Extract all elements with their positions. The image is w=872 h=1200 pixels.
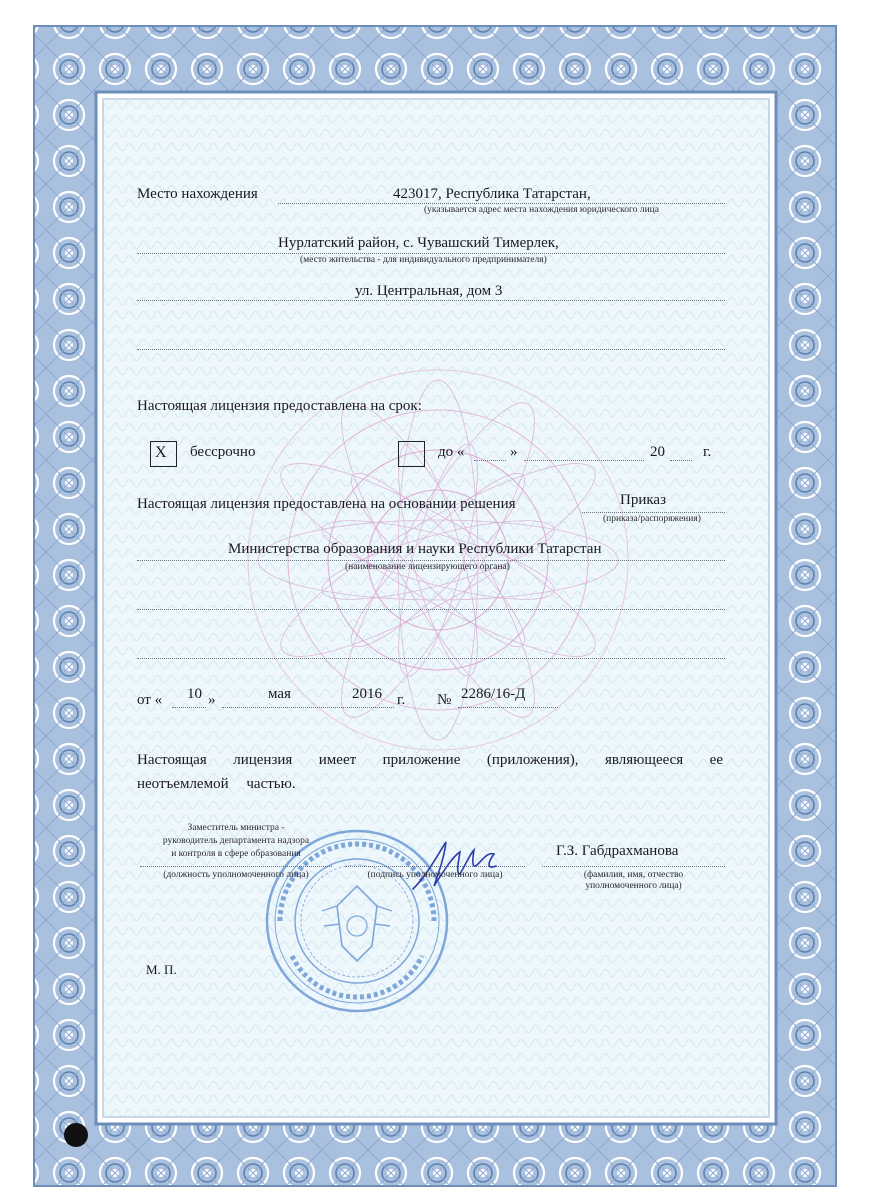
appendix-line-1: Настоящая лицензия имеет приложение (приложения), являющееся ее [137, 752, 723, 768]
signatory-position-1: Заместитель министра - [187, 823, 285, 833]
authority-line-3 [137, 658, 725, 659]
date-day: 10 [187, 686, 202, 702]
signature [408, 834, 508, 896]
basis-doc-line [582, 512, 725, 513]
address-line-2: Нурлатский район, с. Чувашский Тимерлек, [278, 235, 559, 251]
location-line-1 [278, 203, 725, 204]
term-label: Настоящая лицензия предоставлена на срок: [137, 398, 422, 414]
signatory-position-3: и контроля в сфере образования [171, 849, 301, 859]
authority-line-2 [137, 609, 725, 610]
signature-hint: (подпись уполномоченного лица) [367, 870, 503, 880]
date-month: мая [268, 686, 291, 702]
location-line-4 [137, 349, 725, 350]
date-year-suffix: г. [397, 692, 406, 708]
number-sign: № [437, 692, 452, 708]
address-hint-2: (место жительства - для индивидуального предпринимателя) [300, 255, 547, 265]
name-line [542, 866, 725, 867]
position-line [140, 866, 332, 867]
address-hint-1: (указывается адрес места нахождения юридического лица [424, 205, 659, 215]
location-line-2 [137, 253, 725, 254]
position-hint: (должность уполномоченного лица) [163, 870, 309, 880]
location-line-3 [137, 300, 725, 301]
year-suffix: г. [703, 444, 712, 460]
indefinite-label: бессрочно [190, 444, 256, 460]
indefinite-mark: X [155, 444, 167, 461]
basis-doc-type: Приказ [620, 492, 667, 508]
until-suffix: » [510, 444, 518, 460]
basis-label: Настоящая лицензия предоставлена на основании решения [137, 496, 516, 512]
date-day-line [172, 707, 206, 708]
name-hint-2: уполномоченного лица) [585, 881, 682, 891]
until-year-line [670, 460, 692, 461]
basis-doc-type-hint: (приказа/распоряжения) [603, 514, 701, 524]
authority-line [137, 560, 725, 561]
order-number: 2286/16-Д [461, 686, 526, 702]
until-day-line [474, 460, 506, 461]
address-line-1: 423017, Республика Татарстан, [393, 186, 591, 202]
date-month-line [222, 707, 394, 708]
authority-name: Министерства образования и науки Республики Татарстан [228, 541, 602, 557]
year-prefix: 20 [650, 444, 665, 460]
until-checkbox [398, 441, 425, 467]
authority-hint: (наименование лицензирующего органа) [345, 562, 510, 572]
signatory-position-2: руководитель департамента надзора [162, 836, 310, 846]
appendix-line-2: неотъемлемой частью. [137, 776, 296, 792]
signatory-name: Г.З. Габдрахманова [556, 843, 679, 859]
until-prefix: до « [438, 444, 465, 460]
until-month-line [524, 460, 644, 461]
number-line [458, 707, 558, 708]
stamp-place: М. П. [146, 962, 177, 977]
date-year: 2016 [352, 686, 382, 702]
date-prefix: от « [137, 692, 163, 708]
address-line-3: ул. Центральная, дом 3 [355, 283, 503, 299]
location-label: Место нахождения [137, 186, 258, 202]
name-hint-1: (фамилия, имя, отчество [583, 870, 684, 880]
date-day-suffix: » [208, 692, 216, 708]
